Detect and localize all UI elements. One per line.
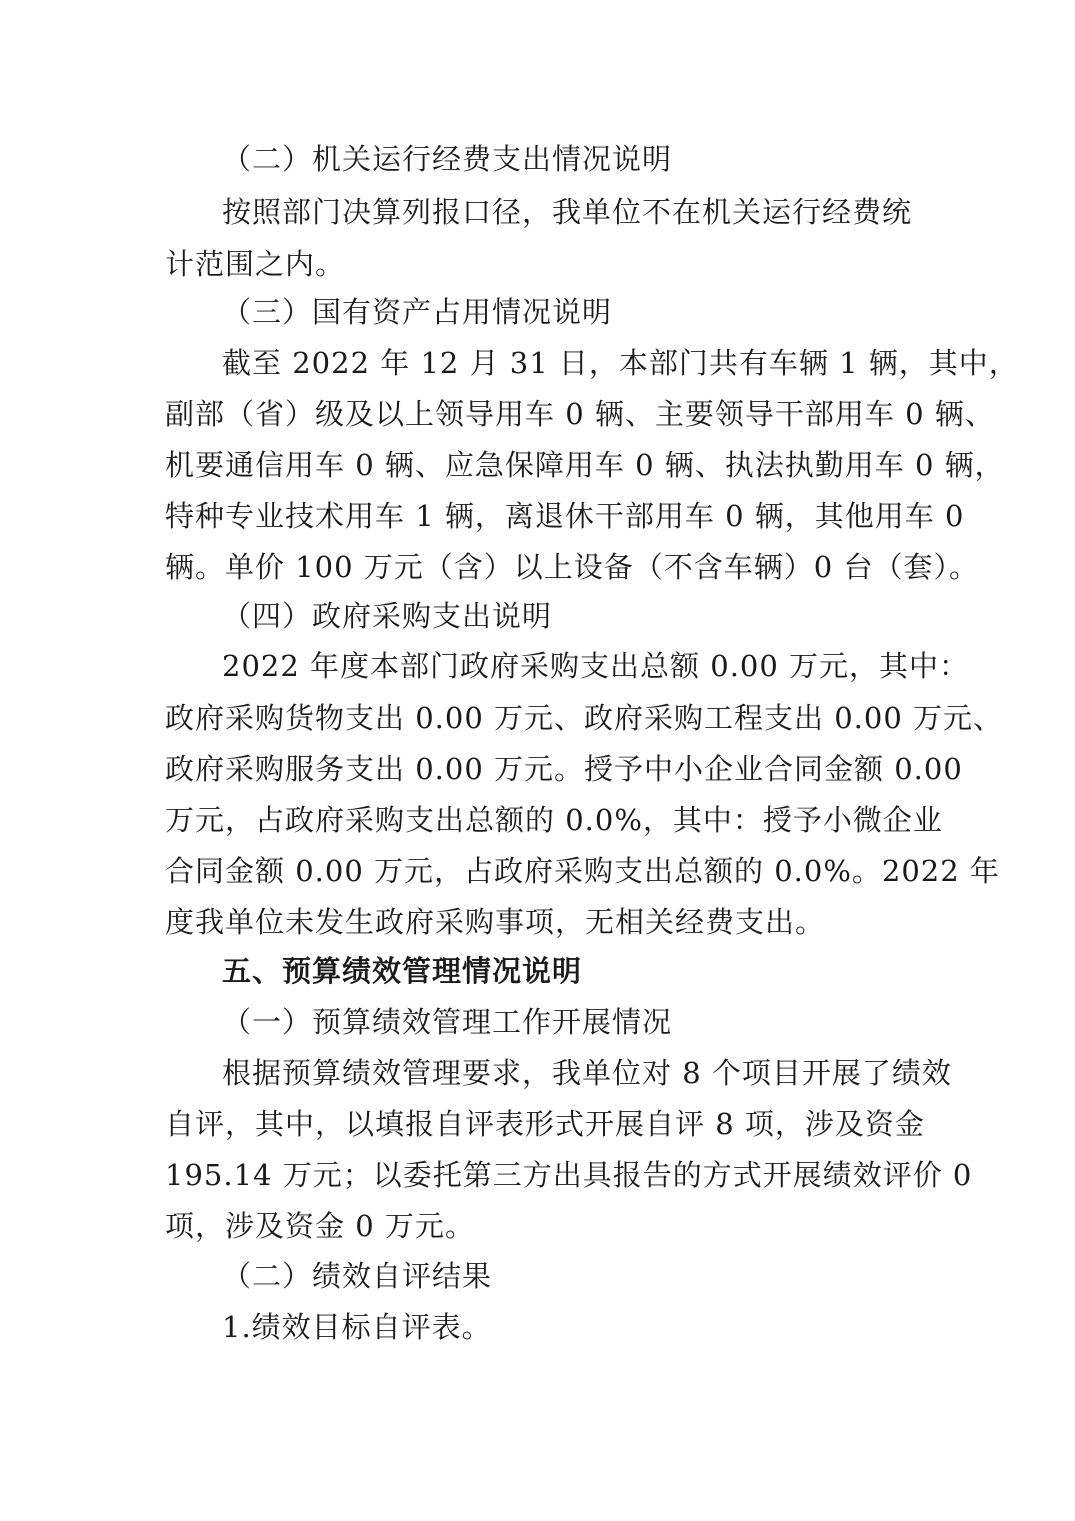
- subheading-performance-work: （一）预算绩效管理工作开展情况: [222, 1005, 673, 1039]
- subheading-procurement: （四）政府采购支出说明: [222, 599, 553, 633]
- paragraph-line: 项，涉及资金 0 万元。: [165, 1209, 475, 1243]
- paragraph-line: 195.14 万元；以委托第三方出具报告的方式开展绩效评价 0: [165, 1158, 973, 1192]
- paragraph-line: 机要通信用车 0 辆、应急保障用车 0 辆、执法执勤用车 0 辆，: [165, 448, 1005, 482]
- paragraph-line: 特种专业技术用车 1 辆，离退休干部用车 0 辆，其他用车 0: [165, 499, 965, 533]
- paragraph-line: 截至 2022 年 12 月 31 日，本部门共有车辆 1 辆，其中，: [222, 346, 1019, 380]
- paragraph-line: 计范围之内。: [165, 247, 346, 281]
- paragraph-line: 根据预算绩效管理要求，我单位对 8 个项目开展了绩效: [222, 1056, 952, 1090]
- paragraph-line: 合同金额 0.00 万元，占政府采购支出总额的 0.0%。2022 年: [165, 854, 1000, 888]
- section-heading-performance: 五、预算绩效管理情况说明: [222, 954, 583, 988]
- paragraph-line: 政府采购货物支出 0.00 万元、政府采购工程支出 0.00 万元、: [165, 701, 1004, 735]
- paragraph-line: 度我单位未发生政府采购事项，无相关经费支出。: [165, 905, 826, 939]
- list-item: 1.绩效目标自评表。: [222, 1310, 492, 1344]
- subheading-operating-expenses: （二）机关运行经费支出情况说明: [222, 142, 673, 176]
- paragraph-line: 政府采购服务支出 0.00 万元。授予中小企业合同金额 0.00: [165, 752, 963, 786]
- paragraph-line: 副部（省）级及以上领导用车 0 辆、主要领导干部用车 0 辆、: [165, 397, 995, 431]
- paragraph-line: 万元，占政府采购支出总额的 0.0%，其中：授予小微企业: [165, 803, 943, 837]
- paragraph-line: 辆。单价 100 万元（含）以上设备（不含车辆）0 台（套）。: [165, 550, 979, 584]
- paragraph-line: 2022 年度本部门政府采购支出总额 0.00 万元，其中：: [222, 649, 970, 683]
- subheading-state-assets: （三）国有资产占用情况说明: [222, 295, 613, 329]
- subheading-self-evaluation: （二）绩效自评结果: [222, 1259, 493, 1293]
- paragraph-line: 按照部门决算列报口径，我单位不在机关运行经费统: [222, 195, 913, 229]
- paragraph-line: 自评，其中，以填报自评表形式开展自评 8 项，涉及资金: [165, 1107, 925, 1141]
